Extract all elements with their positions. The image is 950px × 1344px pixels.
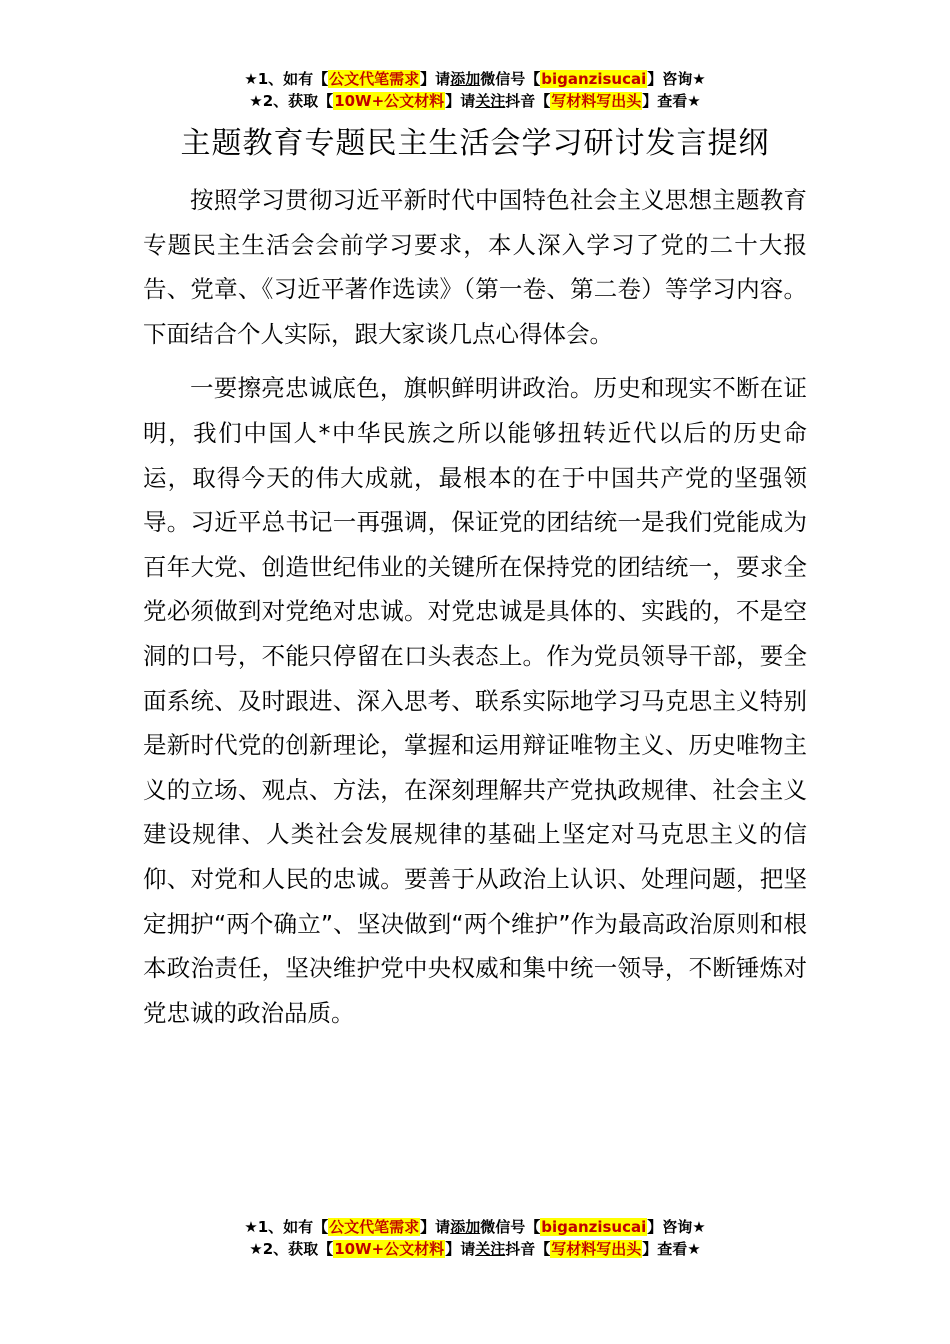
footer-banner-line-2: ★2、获取【10W+公文材料】请关注抖音【写材料写出头】查看★ bbox=[249, 1240, 701, 1258]
document-title: 主题教育专题民主生活会学习研讨发言提纲 bbox=[180, 126, 770, 161]
underline-follow: 关注 bbox=[475, 1240, 506, 1258]
header-banner-line-1: ★1、如有【公文代笔需求】请添加微信号【biganzisucai】咨询★ bbox=[244, 70, 706, 88]
highlight-materials: 10W+公文材料 bbox=[334, 1240, 445, 1258]
paragraph-intro: 按照学习贯彻习近平新时代中国特色社会主义思想主题教育专题民主生活会会前学习要求，本人深入学习了党的二十大报告、党章、《习近平著作选读》（第一卷、第二卷）等学习内容。下面结合个人实际，跟大家谈几点心得体会。 bbox=[143, 186, 807, 348]
highlight-wechat-id: biganzisucai bbox=[541, 70, 647, 88]
underline-add: 添加 bbox=[450, 1218, 481, 1236]
highlight-service: 公文代笔需求 bbox=[329, 1218, 420, 1236]
document-body bbox=[143, 178, 807, 1035]
underline-add: 添加 bbox=[450, 70, 481, 88]
highlight-douyin-account: 写材料写出头 bbox=[551, 92, 642, 110]
underline-follow: 关注 bbox=[475, 92, 506, 110]
paragraph-point-one: 一要擦亮忠诚底色，旗帜鲜明讲政治。历史和现实不断在证明，我们中国人*中华民族之所以能够扭转近代以后的历史命运，取得今天的伟大成就，最根本的在于中国共产党的坚强领导。习近平总书记一再强调，保证党的团结统一是我们党能成为百年大党、创造世纪伟业的关键所在保持党的团结统一，要求全党必须做到对党绝对忠诚。对党忠诚是具体的、实践的，不是空洞的口号，不能只停留在口头表态上。作为党员领导干部，要全面系统、及时跟进、深入思考、联系实际地学习马克思主义特别是新时代党的创新理论，掌握和运用辩证唯物主义、历史唯物主义的立场、观点、方法，在深刻理解共产党执政规律、社会主义建设规律、人类社会发展规律的基础上坚定对马克思主义的信仰、对党和人民的忠诚。要善于从政治上认识、处理问题，把坚定拥护“两个确立”、坚决做到“两个维护”作为最高政治原则和根本政治责任，坚决维护党中央权威和集中统一领导，不断锤炼对党忠诚的政治品质。 bbox=[143, 374, 807, 1027]
footer-banner-line-1: ★1、如有【公文代笔需求】请添加微信号【biganzisucai】咨询★ bbox=[244, 1218, 706, 1236]
highlight-wechat-id: biganzisucai bbox=[541, 1218, 647, 1236]
highlight-service: 公文代笔需求 bbox=[329, 70, 420, 88]
highlight-douyin-account: 写材料写出头 bbox=[551, 1240, 642, 1258]
highlight-materials: 10W+公文材料 bbox=[334, 92, 445, 110]
header-banner bbox=[0, 68, 950, 112]
header-banner-line-2: ★2、获取【10W+公文材料】请关注抖音【写材料写出头】查看★ bbox=[249, 92, 701, 110]
footer-banner bbox=[0, 1216, 950, 1260]
